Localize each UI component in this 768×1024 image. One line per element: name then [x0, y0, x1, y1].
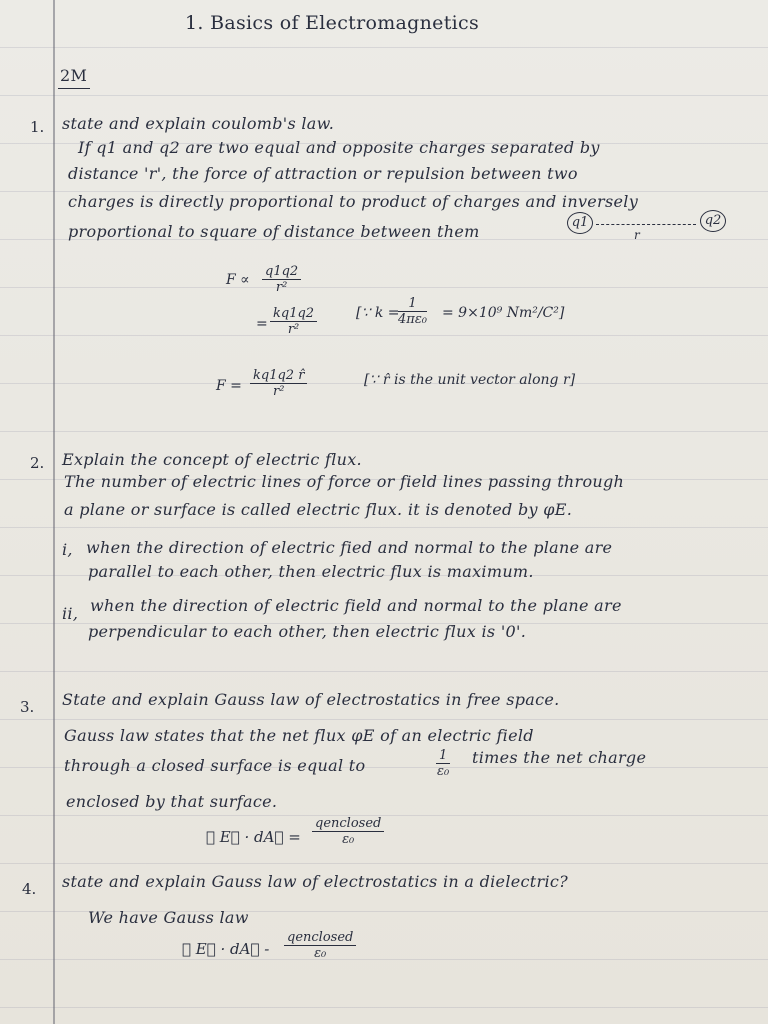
q1-final-prefix: F = [216, 378, 242, 394]
q2-answer-line-1: The number of electric lines of force or field lines passing through [64, 472, 625, 491]
q1-prop-num: q1q2 [262, 264, 301, 280]
q3-inline-fraction [436, 748, 450, 779]
q1-final-num: kq1q2 r̂ [250, 368, 307, 384]
q4-gauss-left: ∮ E⃗ · dA⃗ - [182, 940, 270, 958]
q3-answer-line-2a: through a closed surface is equal to [64, 756, 366, 775]
margin-line [53, 0, 55, 1024]
q2-point-2-marker: ii, [62, 604, 79, 623]
q1-prop-fraction [262, 264, 301, 295]
q1-eq1-den: r² [287, 322, 300, 337]
q1-answer-line-1: If q1 and q2 are two equal and opposite charges separated by [78, 138, 600, 157]
k-den: 4πε₀ [398, 312, 428, 327]
question-1-number: 1. [30, 118, 45, 136]
q2-point-1-line-1: when the direction of electric fied and normal to the plane are [86, 538, 613, 557]
q2-answer-line-2: a plane or surface is called electric flux. it is denoted by φE. [64, 500, 573, 519]
q1-eq1-fraction [270, 306, 317, 337]
q1-answer-line-2: distance 'r', the force of attraction or repulsion between two [68, 164, 578, 183]
question-2-text: Explain the concept of electric flux. [62, 450, 362, 469]
unit-vector-note: [∵ r̂ is the unit vector along r] [364, 372, 576, 388]
q1-final-fraction [250, 368, 307, 399]
distance-dashes [596, 224, 696, 225]
q3-answer-line-2b: times the net charge [472, 748, 647, 767]
q1-final-den: r² [272, 384, 285, 399]
question-3-number: 3. [20, 698, 35, 716]
q2-point-1-marker: i, [62, 540, 73, 559]
q4-answer-line-1: We have Gauss law [88, 908, 249, 927]
q3-answer-line-1: Gauss law states that the net flux φE of an electric field [64, 726, 534, 745]
q3-gauss-den: ε₀ [342, 832, 355, 847]
q3-gauss-left: ∮ E⃗ · dA⃗ = [206, 828, 301, 846]
question-3-text: State and explain Gauss law of electrostatics in free space. [62, 690, 560, 709]
marks-underline [58, 88, 90, 89]
q4-gauss-den: ε₀ [314, 946, 327, 961]
question-1-text: state and explain coulomb's law. [62, 114, 335, 133]
k-num: 1 [398, 296, 427, 312]
q1-answer-line-3: charges is directly proportional to product of charges and inversely [68, 192, 639, 211]
question-2-number: 2. [30, 454, 45, 472]
marks-label: 2M [60, 66, 88, 85]
question-4-text: state and explain Gauss law of electrostatics in a dielectric? [62, 872, 568, 891]
q1-eq1-prefix: = [256, 316, 268, 332]
page-title: 1. Basics of Electromagnetics [185, 12, 480, 34]
k-definition-prefix: [∵ k = [356, 305, 400, 321]
k-fraction [398, 296, 427, 327]
charge-q1-circle: q1 [567, 212, 593, 234]
q2-point-1-line-2: parallel to each other, then electric flux is maximum. [88, 562, 534, 581]
q3-answer-line-3: enclosed by that surface. [66, 792, 278, 811]
q4-gauss-fraction [284, 930, 356, 961]
q2-point-2-line-1: when the direction of electric field and normal to the plane are [90, 596, 622, 615]
q1-prop-symbol: F ∝ [226, 272, 250, 288]
q3-gauss-fraction [312, 816, 384, 847]
q3-inline-den: ε₀ [437, 764, 450, 779]
q1-eq1-num: kq1q2 [270, 306, 317, 322]
q1-prop-den: r² [275, 280, 288, 295]
question-4-number: 4. [22, 880, 37, 898]
q2-point-2-line-2: perpendicular to each other, then electric flux is '0'. [88, 622, 527, 641]
q1-answer-line-4: proportional to square of distance between them [68, 222, 480, 241]
q3-inline-num: 1 [436, 748, 450, 764]
q3-gauss-num: qenclosed [312, 816, 384, 832]
charge-q2-circle: q2 [700, 210, 726, 232]
distance-label: r [634, 228, 640, 242]
k-definition-suffix: = 9×10⁹ Nm²/C²] [442, 305, 565, 321]
q4-gauss-num: qenclosed [284, 930, 356, 946]
